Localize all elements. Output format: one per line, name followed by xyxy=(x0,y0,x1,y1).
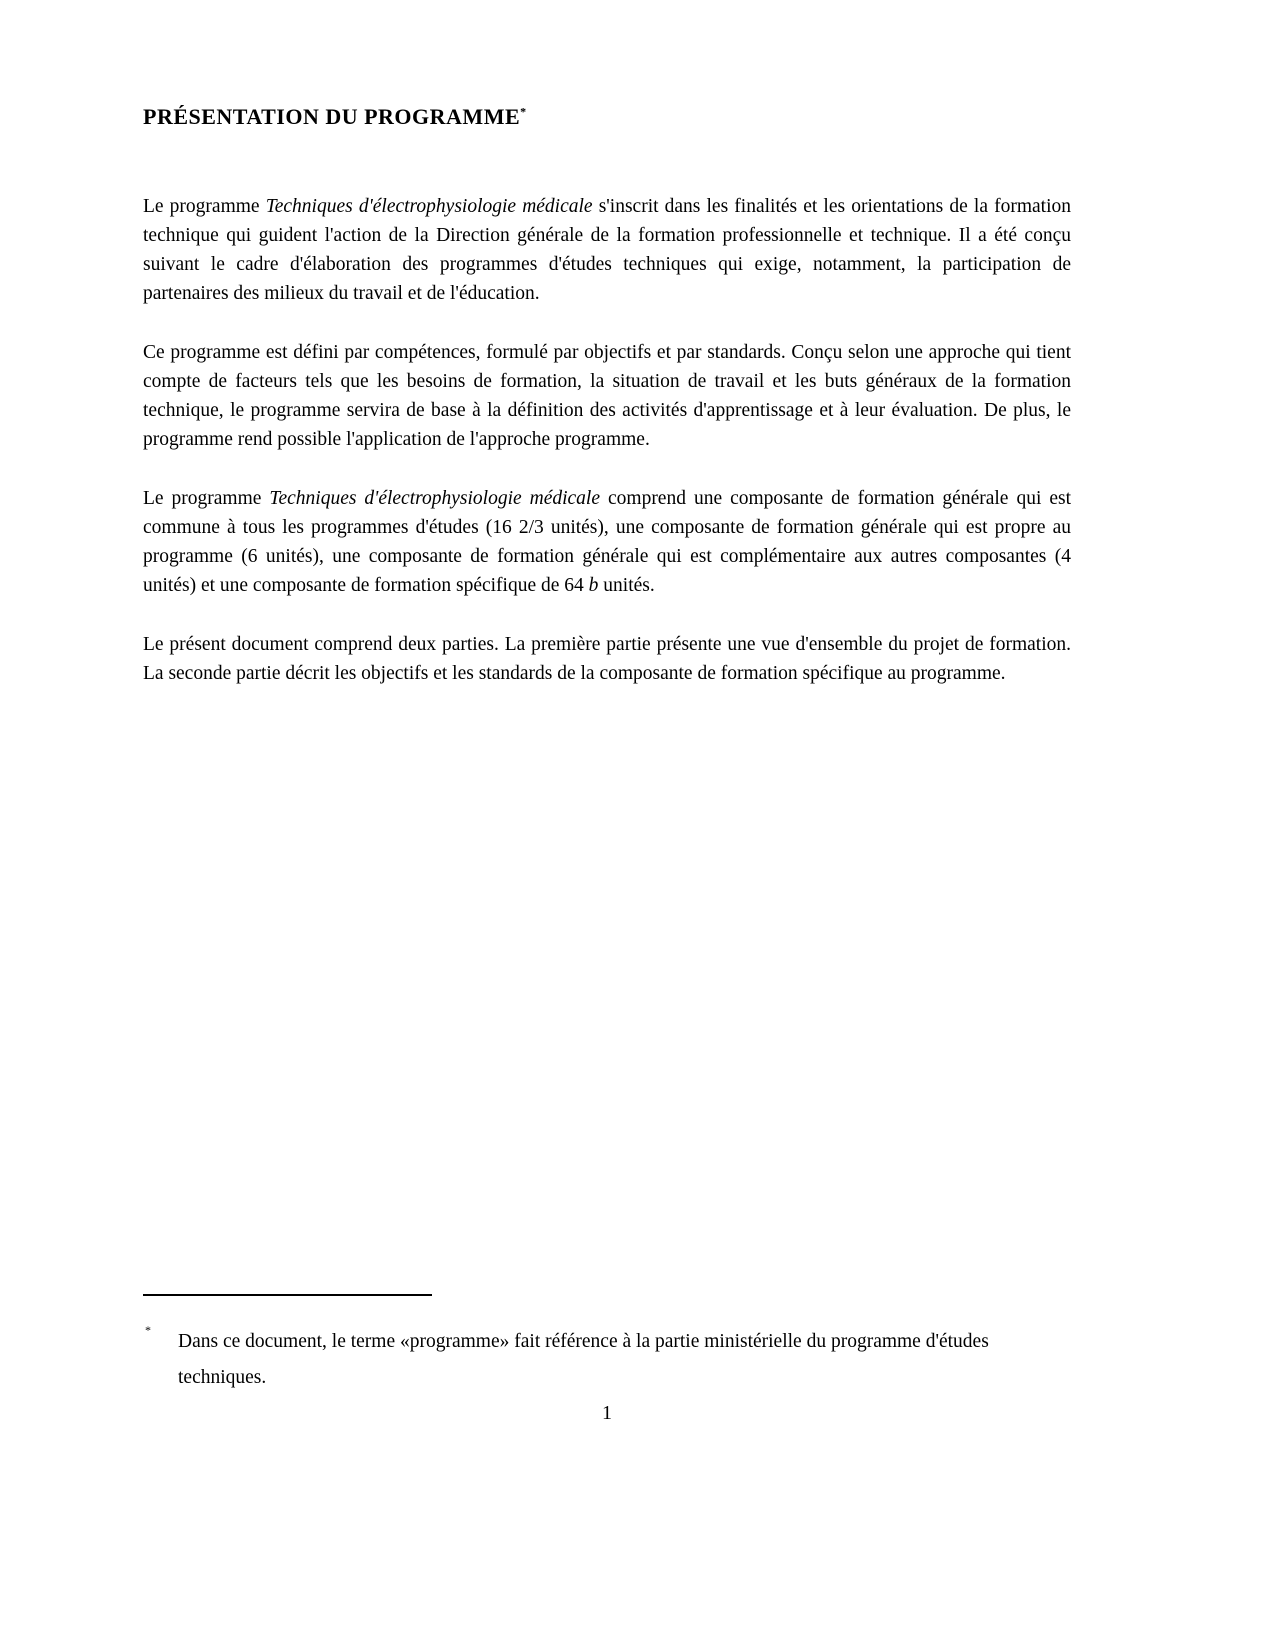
paragraph xyxy=(143,630,1071,688)
paragraph xyxy=(143,192,1071,308)
paragraph-text: comprend une composante de formation générale qui est commune à tous les programmes d'études (16 2/3 unités), une composante de formation générale qui est propre au programme (6 unités), une composante de formation générale qui est complémentaire aux autres composantes (4 unités) et une composante de formation spécifique de 64 xyxy=(143,488,1071,596)
footnote-separator-rule xyxy=(143,1294,432,1296)
page-number: 1 xyxy=(602,1402,612,1424)
program-name-italic: Techniques d'électrophysiologie médicale xyxy=(269,488,601,509)
paragraph-text: Le programme xyxy=(143,196,266,217)
paragraph-text: unités. xyxy=(598,575,655,596)
footnote xyxy=(143,1324,1018,1396)
page-title xyxy=(143,104,1071,130)
paragraph xyxy=(143,484,1071,600)
page-title-text: PRÉSENTATION DU PROGRAMME xyxy=(143,104,521,129)
paragraph-text: s'inscrit dans les finalités et les orientations de la formation technique qui guident l'action de la Direction générale de la formation professionnelle et technique. Il a été conçu suivant le cadre d'élaboration des programmes d'études techniques qui exige, notamment, la participation de partenaires des milieux du travail et de l'éducation. xyxy=(143,196,1071,304)
title-footnote-mark: * xyxy=(520,104,527,119)
paragraph xyxy=(143,338,1071,454)
footnote-area xyxy=(143,1294,1071,1396)
paragraph-text: Ce programme est défini par compétences, formulé par objectifs et par standards. Conçu selon une approche qui tient compte de facteurs tels que les besoins de formation, la situation de travail et les buts généraux de la formation technique, le programme servira de base à la définition des activités d'apprentissage et à leur évaluation. De plus, le programme rend possible l'application de l'approche programme. xyxy=(143,342,1071,450)
footnote-text: Dans ce document, le terme «programme» fait référence à la partie ministérielle du programme d'études techniques. xyxy=(178,1331,989,1388)
program-name-italic: Techniques d'électrophysiologie médicale xyxy=(265,196,593,217)
footnote-mark: * xyxy=(145,1323,151,1337)
paragraph-text: Le programme xyxy=(143,488,270,509)
paragraph-text: Le présent document comprend deux parties. La première partie présente une vue d'ensemble du projet de formation. La seconde partie décrit les objectifs et les standards de la composante de formation spécifique au programme. xyxy=(143,634,1071,684)
paragraph-list xyxy=(143,192,1071,688)
document-content xyxy=(143,104,1071,718)
program-name-italic: b xyxy=(588,575,599,596)
